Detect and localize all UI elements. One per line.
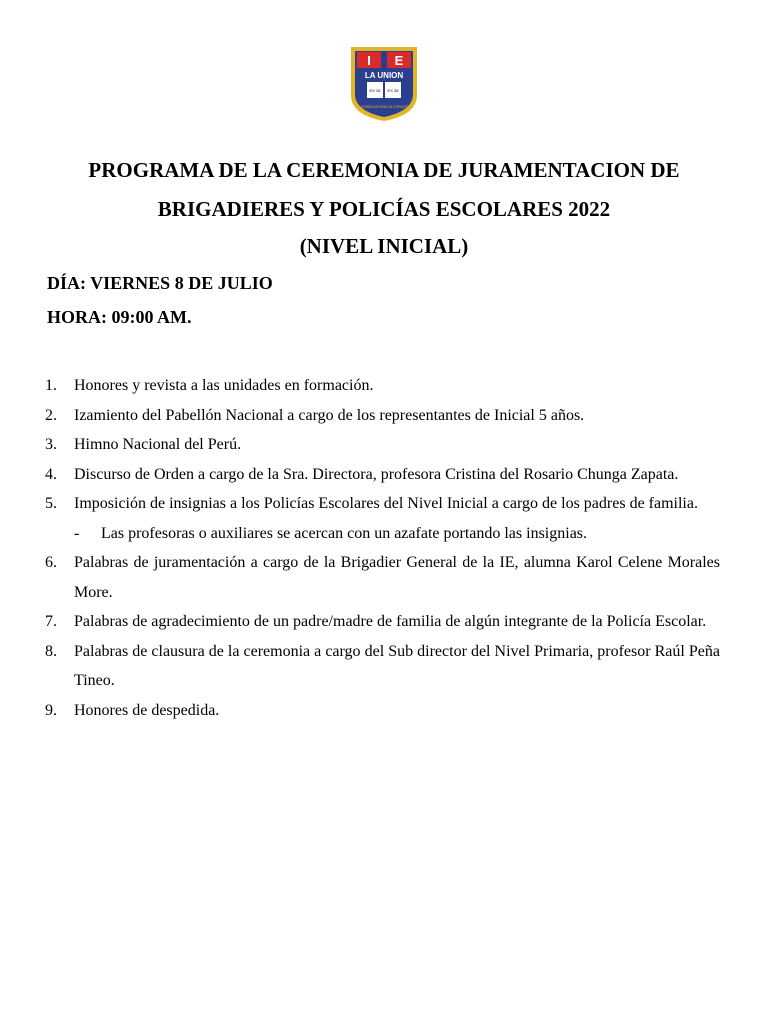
list-item-number: 2. <box>45 406 57 424</box>
list-item <box>45 460 720 490</box>
list-item <box>45 607 720 637</box>
crest-letter-left: I <box>367 53 371 68</box>
list-item <box>45 637 720 696</box>
list-item-text: Discurso de Orden a cargo de la Sra. Directora, profesora Cristina del Rosario Chunga Zapata. <box>74 465 679 483</box>
sub-list-bullet: - <box>74 524 80 542</box>
list-item-number: 1. <box>45 377 57 394</box>
list-item-text: Palabras de agradecimiento de un padre/madre de familia de algún integrante de la Policía Escolar. <box>74 613 707 630</box>
list-item-text: Himno Nacional del Perú. <box>74 436 242 453</box>
event-day: DÍA: VIERNES 8 DE JULIO <box>47 273 273 293</box>
list-item-text: Honores de despedida. <box>74 701 220 719</box>
list-item <box>45 430 720 460</box>
list-item-text: Imposición de insignias a los Policías Escolares del Nivel Inicial a cargo de los padres de familia. <box>74 495 698 512</box>
program-title-line-1: PROGRAMA DE LA CEREMONIA DE JURAMENTACION DE <box>88 158 680 182</box>
list-item-text: Palabras de juramentación a cargo de la Brigadier General de la IE, alumna Karol Celene Morales More. <box>74 554 720 601</box>
list-item <box>45 371 720 401</box>
sub-list-item <box>45 519 720 549</box>
list-item-number: 9. <box>45 701 57 719</box>
event-time: HORA: 09:00 AM. <box>47 307 192 327</box>
crest-motto: ALEGRÍA DECENCIA CORAZÓN <box>357 105 411 109</box>
sub-list-text: Las profesoras o auxiliares se acercan con un azafate portando las insignias. <box>101 524 588 542</box>
program-list <box>45 371 720 725</box>
list-item <box>45 489 720 519</box>
list-item-number: 6. <box>45 554 57 571</box>
crest-book-right-text: EX 35 <box>387 88 399 93</box>
list-item <box>45 548 720 607</box>
list-item-number: 5. <box>45 495 57 512</box>
list-item <box>45 401 720 431</box>
list-item-number: 4. <box>45 465 57 483</box>
list-item-number: 7. <box>45 613 57 630</box>
crest-letter-right: E <box>394 53 404 68</box>
crest-band-text: LA UNION <box>364 71 404 80</box>
school-crest-logo <box>349 45 419 123</box>
program-title-line-3: (NIVEL INICIAL) <box>299 234 469 258</box>
list-item-text: Honores y revista a las unidades en formación. <box>74 377 374 394</box>
list-item-number: 8. <box>45 642 57 660</box>
list-item-text: Palabras de clausura de la ceremonia a cargo del Sub director del Nivel Primaria, profesor Raúl Peña Tineo. <box>74 642 720 689</box>
program-title-line-2: BRIGADIERES Y POLICÍAS ESCOLARES 2022 <box>157 197 611 221</box>
crest-book-left-text: EX 26 <box>369 88 381 93</box>
list-item-text: Izamiento del Pabellón Nacional a cargo de los representantes de Inicial 5 años. <box>74 406 585 424</box>
list-item <box>45 696 720 726</box>
list-item-number: 3. <box>45 436 57 453</box>
